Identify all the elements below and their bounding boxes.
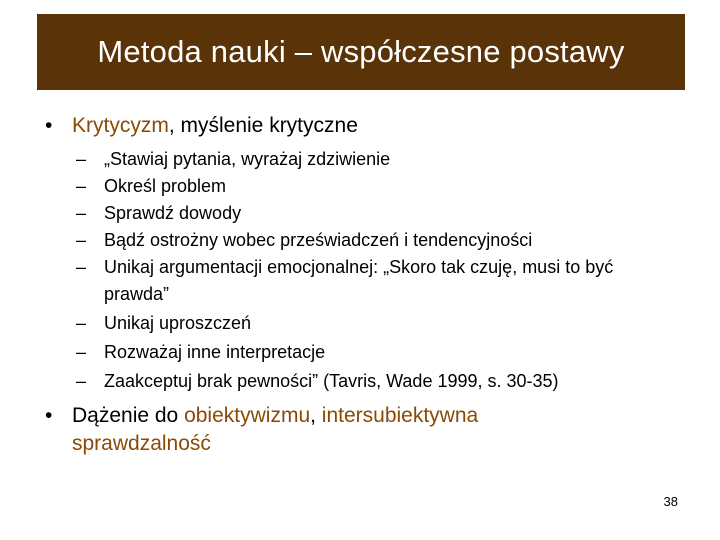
bullet-text: , myślenie krytyczne xyxy=(168,114,358,137)
bullet-text: Dążenie do xyxy=(72,404,185,427)
dash-marker: – xyxy=(76,176,87,196)
bullet-marker: • xyxy=(45,114,53,137)
bullet-accent-text: intersubiektywna xyxy=(321,404,479,427)
sub-item-text: Unikaj uproszczeń xyxy=(104,313,252,333)
dash-marker: – xyxy=(76,230,87,250)
slide-title: Metoda nauki – współczesne postawy xyxy=(97,34,625,69)
bullet-text: , xyxy=(310,404,322,427)
sub-item-text: Bądź ostrożny wobec przeświadczeń i tendencyjności xyxy=(104,230,533,250)
sub-item-text: Unikaj argumentacji emocjonalnej: „Skoro tak czuję, musi to być xyxy=(104,257,614,277)
page-number: 38 xyxy=(663,494,678,509)
dash-marker: – xyxy=(76,203,87,223)
dash-marker: – xyxy=(76,313,87,333)
bullet-accent-text: Krytycyzm xyxy=(72,114,169,137)
sub-item-text: Określ problem xyxy=(104,176,227,196)
dash-marker: – xyxy=(76,342,87,362)
sub-item-text: prawda” xyxy=(104,284,170,304)
dash-marker: – xyxy=(76,149,87,169)
bullet-accent-text: obiektywizmu xyxy=(184,404,311,427)
bullet-accent-text: sprawdzalność xyxy=(72,432,211,455)
dash-marker: – xyxy=(76,257,87,277)
bullet-marker: • xyxy=(45,404,53,427)
sub-item-text: Rozważaj inne interpretacje xyxy=(104,342,326,362)
dash-marker: – xyxy=(76,371,87,391)
sub-item-text: Sprawdź dowody xyxy=(104,203,242,223)
sub-item-text: „Stawiaj pytania, wyrażaj zdziwienie xyxy=(104,149,391,169)
sub-item-text: Zaakceptuj brak pewności” (Tavris, Wade 1999, s. 30-35) xyxy=(104,371,559,391)
